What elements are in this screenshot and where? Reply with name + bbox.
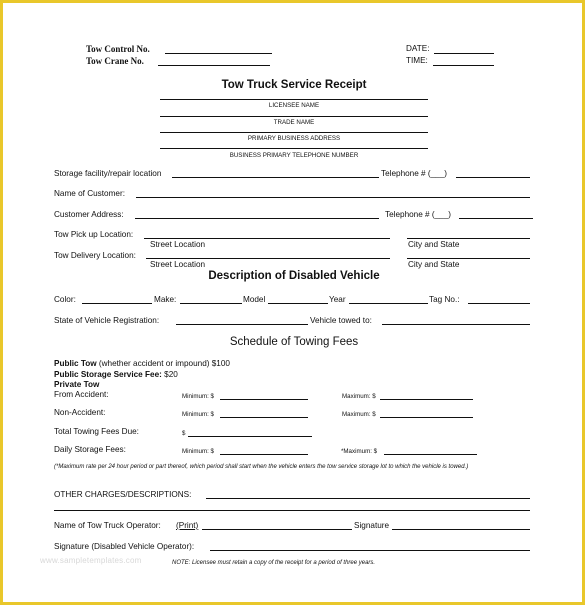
daily-storage-max-field[interactable] (384, 454, 477, 455)
towed-to-field[interactable] (382, 324, 530, 325)
from-accident-label: From Accident: (54, 390, 109, 399)
time-field[interactable] (433, 65, 494, 66)
model-label: Model (243, 295, 266, 304)
public-storage-bold: Public Storage Service Fee: (54, 370, 162, 379)
non-accident-max-label: Maximum: $ (342, 411, 376, 418)
make-field[interactable] (180, 303, 242, 304)
business-address-field[interactable] (160, 132, 428, 133)
public-tow-rest: (whether accident or impound) $100 (96, 359, 230, 368)
other-charges-field-2[interactable] (54, 510, 530, 511)
tow-crane-field[interactable] (158, 65, 270, 66)
state-registration-label: State of Vehicle Registration: (54, 316, 160, 325)
tag-label: Tag No.: (429, 295, 460, 304)
non-accident-min-label: Minimum: $ (182, 411, 214, 418)
customer-address-field[interactable] (135, 218, 379, 219)
operator-signature-field[interactable] (392, 529, 530, 530)
pickup-city-caption: City and State (408, 240, 460, 249)
public-tow-bold: Public Tow (54, 359, 97, 368)
daily-storage-label: Daily Storage Fees: (54, 445, 126, 454)
date-field[interactable] (434, 53, 494, 54)
business-phone-caption: BUSINESS PRIMARY TELEPHONE NUMBER (229, 152, 359, 159)
vehicle-heading: Description of Disabled Vehicle (208, 270, 380, 282)
other-charges-label: OTHER CHARGES/DESCRIPTIONS: (54, 490, 192, 499)
public-storage-line (54, 370, 178, 380)
total-towing-field[interactable] (188, 436, 312, 437)
business-address-caption: PRIMARY BUSINESS ADDRESS (247, 135, 341, 142)
from-accident-max-label: Maximum: $ (342, 393, 376, 400)
delivery-city-field[interactable] (407, 258, 530, 259)
date-label: DATE: (406, 44, 430, 53)
year-label: Year (329, 295, 346, 304)
delivery-city-caption: City and State (408, 260, 460, 269)
non-accident-min-field[interactable] (220, 417, 308, 418)
delivery-street-field[interactable] (146, 258, 390, 259)
non-accident-label: Non-Accident: (54, 408, 106, 417)
customer-address-label: Customer Address: (54, 210, 124, 219)
make-label: Make: (154, 295, 177, 304)
state-registration-field[interactable] (176, 324, 308, 325)
watermark: www.sampletemplates.com (40, 556, 142, 565)
other-charges-field[interactable] (206, 498, 530, 499)
storage-facility-field[interactable] (172, 177, 379, 178)
telephone-1-field[interactable] (456, 177, 530, 178)
trade-name-caption: TRADE NAME (273, 119, 315, 126)
total-towing-dollar: $ (182, 430, 186, 437)
year-field[interactable] (349, 303, 428, 304)
delivery-label: Tow Delivery Location: (54, 251, 136, 260)
operator-name-field[interactable] (202, 529, 352, 530)
operator-name-label: Name of Tow Truck Operator: (54, 521, 161, 530)
daily-storage-min-label: Minimum: $ (182, 448, 214, 455)
customer-name-field[interactable] (136, 197, 530, 198)
pickup-city-field[interactable] (407, 238, 530, 239)
licensee-name-field[interactable] (160, 99, 428, 100)
tow-control-label: Tow Control No. (86, 44, 150, 54)
print-label: (Print) (176, 521, 199, 530)
tow-crane-label: Tow Crane No. (86, 56, 144, 66)
color-label: Color: (54, 295, 76, 304)
trade-name-field[interactable] (160, 116, 428, 117)
owner-signature-label: Signature (Disabled Vehicle Operator): (54, 542, 195, 551)
daily-storage-max-label: *Maximum: $ (341, 448, 378, 455)
time-label: TIME: (406, 56, 428, 65)
customer-name-label: Name of Customer: (54, 189, 125, 198)
tag-field[interactable] (468, 303, 530, 304)
pickup-label: Tow Pick up Location: (54, 230, 134, 239)
signature-label: Signature (354, 521, 390, 530)
total-towing-label: Total Towing Fees Due: (54, 427, 139, 436)
licensee-name-caption: LICENSEE NAME (268, 102, 320, 109)
fees-footnote: (*Maximum rate per 24 hour period or part thereof, which period shall start when the vehicle enters the tow service storage lot to which the vehicle is towed.) (54, 464, 469, 470)
from-accident-min-field[interactable] (220, 399, 308, 400)
model-field[interactable] (268, 303, 328, 304)
receipt-title: Tow Truck Service Receipt (221, 79, 367, 91)
fees-heading: Schedule of Towing Fees (229, 336, 359, 348)
from-accident-max-field[interactable] (380, 399, 473, 400)
storage-facility-label: Storage facility/repair location (54, 169, 162, 178)
retention-note: NOTE: Licensee must retain a copy of the receipt for a period of three years. (172, 560, 376, 566)
non-accident-max-field[interactable] (380, 417, 473, 418)
telephone-2-label: Telephone # (___) (385, 210, 452, 219)
private-tow-label: Private Tow (54, 380, 100, 389)
tow-control-field[interactable] (165, 53, 272, 54)
business-phone-field[interactable] (160, 148, 428, 149)
from-accident-min-label: Minimum: $ (182, 393, 214, 400)
telephone-1-label: Telephone # (___) (381, 169, 448, 178)
pickup-street-caption: Street Location (150, 240, 206, 249)
owner-signature-field[interactable] (210, 550, 530, 551)
daily-storage-min-field[interactable] (220, 454, 308, 455)
delivery-street-caption: Street Location (150, 260, 206, 269)
towed-to-label: Vehicle towed to: (310, 316, 372, 325)
public-tow-line (54, 359, 230, 369)
public-storage-rest: $20 (161, 370, 178, 379)
pickup-street-field[interactable] (144, 238, 390, 239)
telephone-2-field[interactable] (459, 218, 533, 219)
color-field[interactable] (82, 303, 152, 304)
